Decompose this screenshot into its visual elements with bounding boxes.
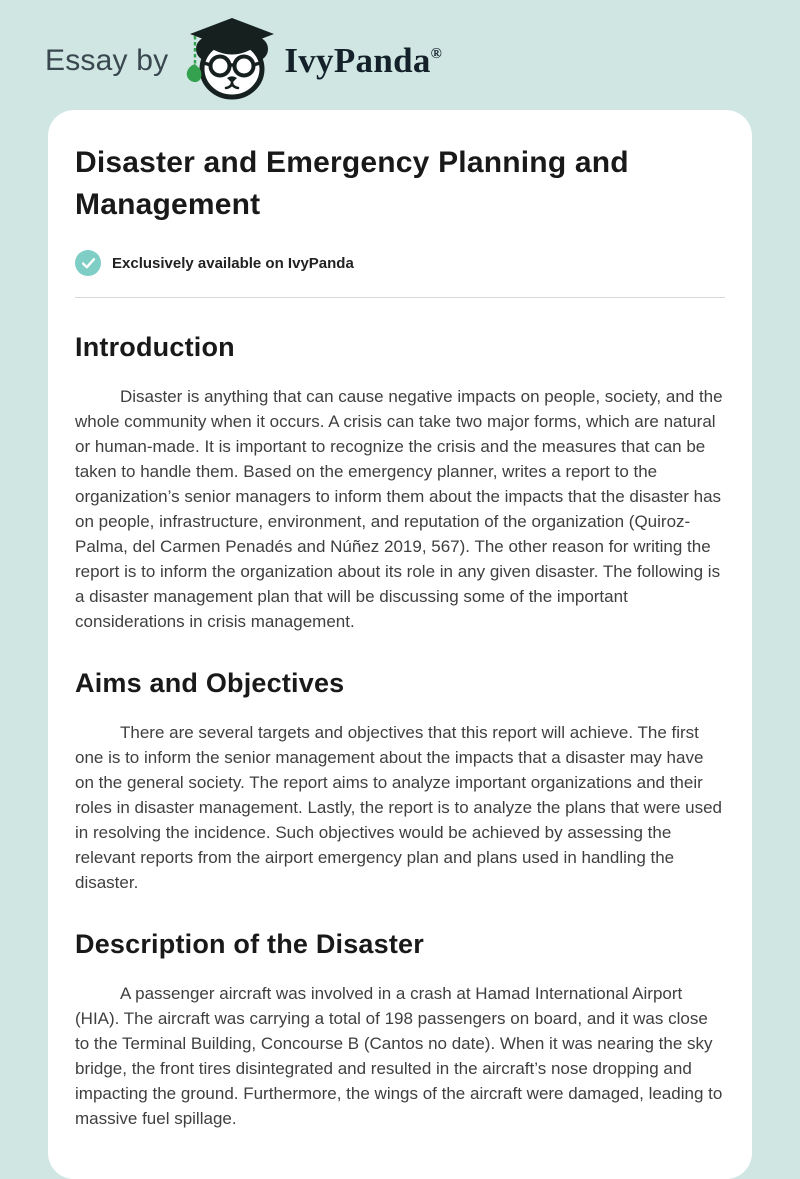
divider — [75, 297, 725, 298]
checkmark-icon — [75, 250, 101, 276]
header-prefix: Essay by — [45, 44, 169, 77]
registered-mark: ® — [430, 46, 443, 62]
section-description-of-the-disaster — [75, 929, 725, 1131]
site-header — [0, 0, 800, 86]
section-paragraph: There are several targets and objectives that this report will achieve. The first one is to inform the senior management about the impacts that a disaster may have on the general society. The report aims to analyze important organizations and their roles in disaster management. Lastly, the report is to analyze the plans that were used in resolving the incidence. Such objectives would be achieved by assessing the relevant reports from the airport emergency plan and plans used in handling the disaster. — [75, 723, 722, 892]
badge-label: Exclusively available on IvyPanda — [112, 254, 354, 272]
essay-card — [48, 110, 752, 1179]
section-paragraph: Disaster is anything that can cause negative impacts on people, society, and the whole community when it occurs. A crisis can take two major forms, which are natural or human-made. It is important to recognize the crisis and the measures that can be taken to handle them. Based on the emergency planner, writes a report to the organization’s senior managers to inform them about the impacts that the disaster has on people, infrastructure, environment, and reputation of the organization (Quiroz-Palma, del Carmen Penadés and Núñez 2019, 567). The other reason for writing the report is to inform the organization about its role in any given disaster. The following is a disaster management plan that will be discussing some of the important considerations in crisis management. — [75, 387, 723, 631]
brand-name — [284, 41, 442, 81]
section-heading: Aims and Objectives — [75, 668, 345, 698]
section-aims-and-objectives — [75, 668, 725, 895]
section-paragraph: A passenger aircraft was involved in a crash at Hamad International Airport (HIA). The aircraft was carrying a total of 198 passengers on board, and it was close to the Terminal Building, Concourse B (Cantos no date). When it was nearing the sky bridge, the front tires disintegrated and resulted in the aircraft’s nose dropping and impacting the ground. Furthermore, the wings of the aircraft were damaged, leading to massive fuel spillage. — [75, 984, 723, 1128]
brand-text: IvyPanda — [284, 41, 431, 80]
panda-graduation-cap-logo-icon — [182, 16, 278, 100]
section-introduction — [75, 332, 725, 634]
essay-title: Disaster and Emergency Planning and Management — [75, 146, 629, 221]
section-heading: Introduction — [75, 332, 235, 362]
exclusive-badge — [75, 250, 725, 276]
section-heading: Description of the Disaster — [75, 929, 424, 959]
